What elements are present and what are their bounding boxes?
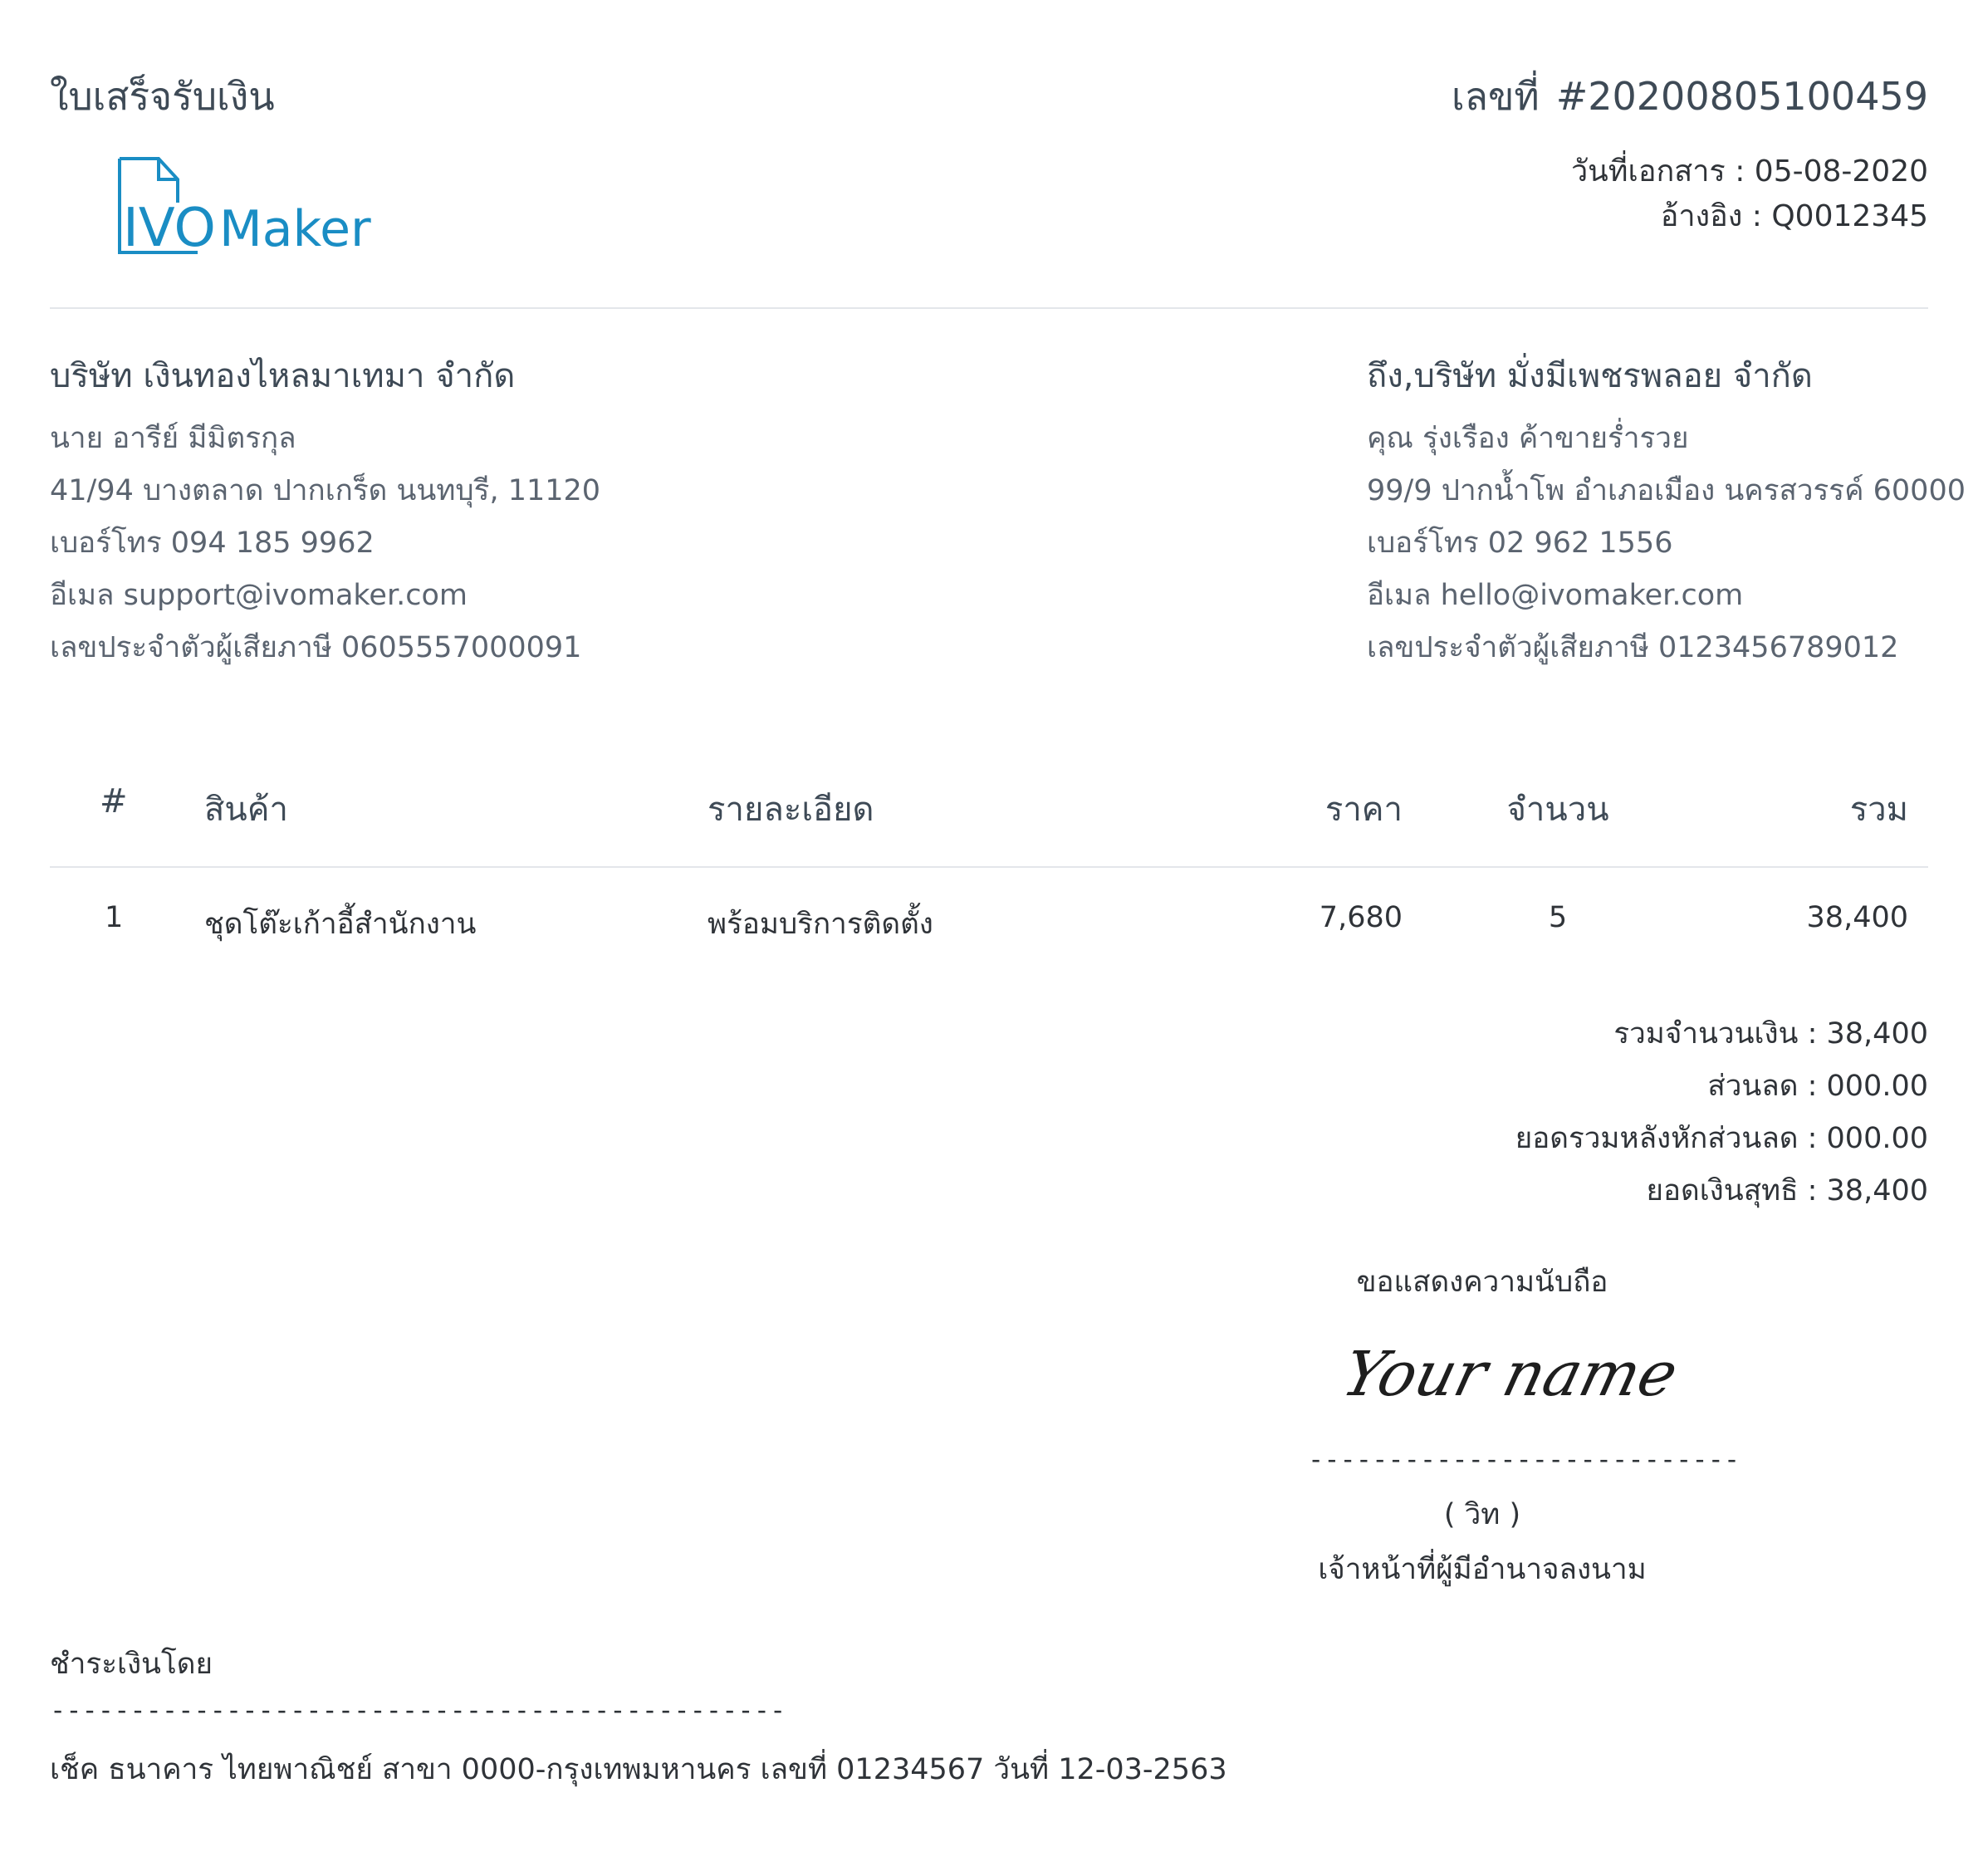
- logo-text-ivo: IVO: [123, 198, 216, 259]
- seller-contact: นาย อารีย์ มีมิตรกุล: [50, 422, 296, 455]
- document-number: [1452, 66, 1928, 127]
- signer-role-text: เจ้าหน้าที่ผู้มีอำนาจลงนาม: [1318, 1553, 1647, 1586]
- table-header-product: สินค้า: [204, 791, 288, 829]
- payment-label: ชำระเงินโดย: [50, 1648, 213, 1681]
- table-header-no: #: [100, 782, 128, 820]
- total-after-discount: ยอดรวมหลังหักส่วนลด : 000.00: [1515, 1122, 1928, 1155]
- seller-email: อีเมล support@ivomaker.com: [50, 579, 468, 612]
- table-header-qty-label: จำนวน: [1506, 791, 1609, 829]
- signature-thanks-text: ขอแสดงความนับถือ: [1356, 1266, 1608, 1299]
- document-number-label: เลขที่: [1452, 74, 1540, 119]
- table-header-detail: รายละเอียด: [707, 791, 874, 829]
- totals-summary: [1515, 1008, 1928, 1217]
- document-number-value: #20200805100459: [1555, 74, 1928, 119]
- buyer-address: 99/9 ปากน้ำโพ อำเภอเมือง นครสวรรค์ 60000: [1367, 474, 1966, 507]
- seller-tax-id: เลขประจำตัวผู้เสียภาษี 0605557000091: [50, 631, 582, 664]
- row-qty-value: 5: [1548, 901, 1568, 934]
- row-detail: พร้อมบริการติดตั้ง: [707, 908, 933, 941]
- buyer-email: อีเมล hello@ivomaker.com: [1367, 579, 1744, 612]
- document-meta: [1571, 149, 1928, 239]
- document-title: ใบเสร็จรับเงิน: [50, 74, 275, 119]
- seller-info: [50, 351, 600, 674]
- seller-address: 41/94 บางตลาด ปากเกร็ด นนทบุรี, 11120: [50, 474, 601, 507]
- handwritten-signature: [1329, 1304, 1685, 1437]
- row-product: ชุดโต๊ะเก้าอี้สำนักงาน: [204, 908, 477, 941]
- payment-line: ----------------------------------------------: [50, 1694, 786, 1726]
- buyer-contact: คุณ รุ่งเรือง ค้าขายร่ำรวย: [1367, 422, 1689, 455]
- buyer-tax-id: เลขประจำตัวผู้เสียภาษี 0123456789012: [1367, 631, 1899, 664]
- buyer-phone: เบอร์โทร 02 962 1556: [1367, 527, 1673, 560]
- table-header-price: ราคา: [1324, 791, 1403, 829]
- discount: ส่วนลด : 000.00: [1707, 1070, 1928, 1103]
- payment-detail: เช็ค ธนาคาร ไทยพาณิชย์ สาขา 0000-กรุงเทพมหานคร เลขที่ 01234567 วันที่ 12-03-2563: [50, 1753, 1227, 1786]
- signer-name-text: ( วิท ): [1443, 1498, 1521, 1531]
- table-header-total: รวม: [1849, 791, 1908, 829]
- seller-name: บริษัท เงินทองไหลมาเทมา จำกัด: [50, 357, 516, 395]
- header-divider: [50, 307, 1928, 309]
- document-date: วันที่เอกสาร : 05-08-2020: [1570, 154, 1928, 189]
- signature-line: ---------------------------: [1308, 1443, 1741, 1475]
- logo-text-maker: Maker: [219, 200, 371, 258]
- table-header-divider: [50, 866, 1928, 868]
- buyer-info: [1367, 351, 1966, 674]
- buyer-name: ถึง,บริษัท มั่งมีเพชรพลอย จำกัด: [1367, 357, 1813, 395]
- document-reference: อ้างอิง : Q0012345: [1660, 199, 1928, 233]
- subtotal: รวมจำนวนเงิน : 38,400: [1613, 1017, 1928, 1051]
- seller-phone: เบอร์โทร 094 185 9962: [50, 527, 375, 560]
- signature-text: Your name: [1335, 1338, 1685, 1410]
- row-no: 1: [105, 901, 124, 934]
- ivomaker-logo: [113, 154, 379, 262]
- row-price: 7,680: [1319, 901, 1403, 934]
- net-total: ยอดเงินสุทธิ : 38,400: [1646, 1174, 1928, 1207]
- row-total: 38,400: [1806, 901, 1908, 934]
